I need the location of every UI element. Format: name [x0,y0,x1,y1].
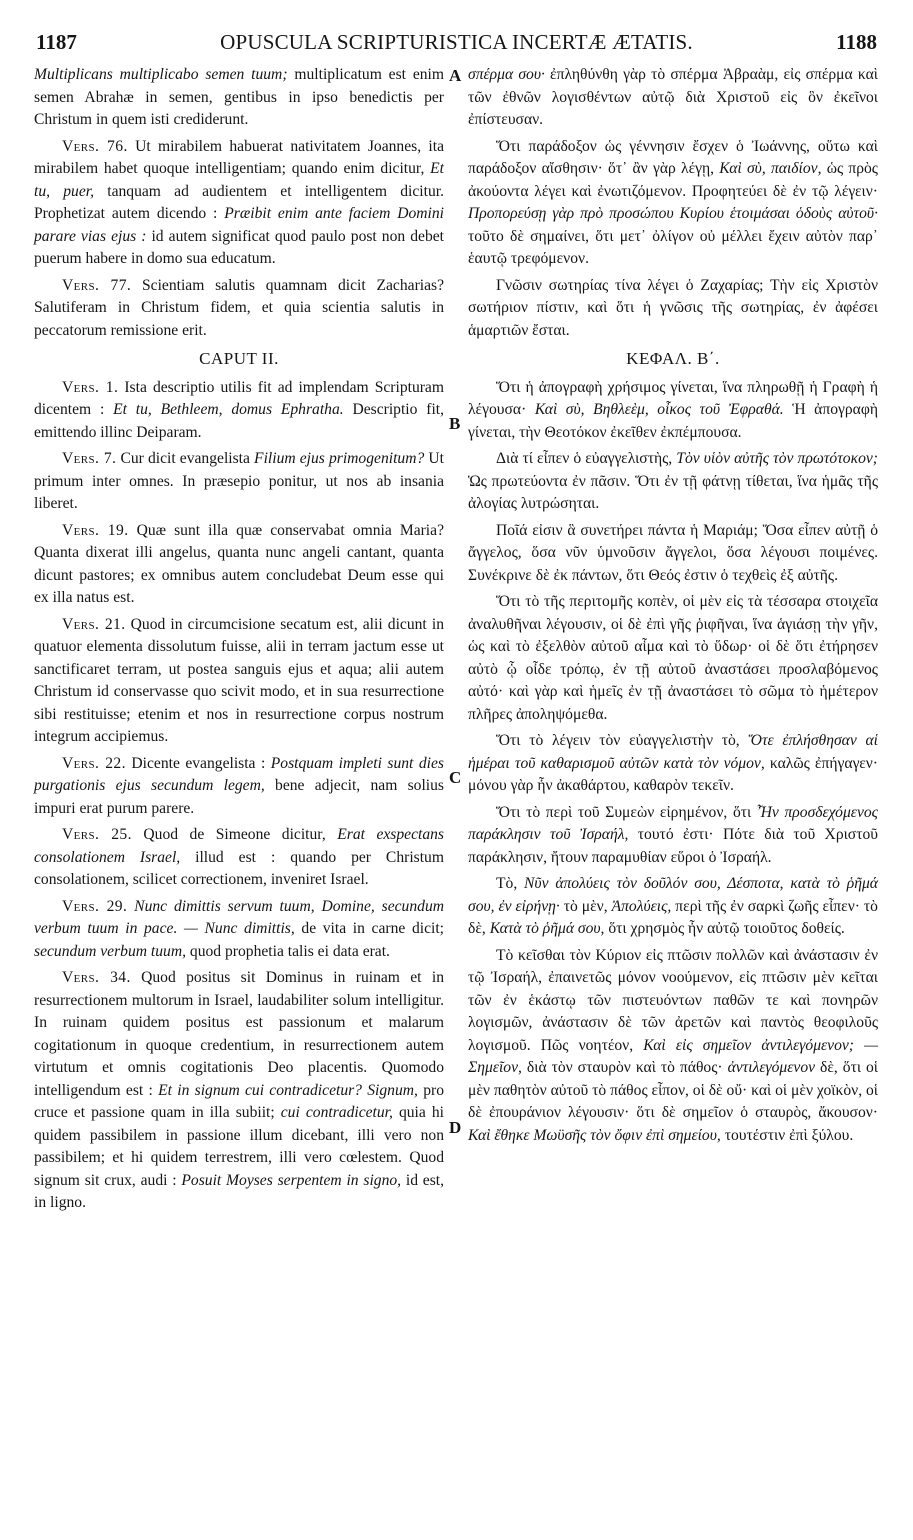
greek-paragraph: Ὅτι παράδοξον ὡς γέννησιν ἔσχεν ὁ Ἰωάννης, οὕτω καὶ παράδοξον αἴσθησιν· ὅτ᾽ ἂν γὰρ λέγῃ, Καὶ σὺ, παιδίον, ὡς πρὸς ἀκούοντα λέγει καὶ ἐνωτιζόμενον. Προφητεύει δὲ ἐν τῷ λέγειν· Προπορεύσῃ γὰρ πρὸ προσώπου Κυρίου ἑτοιμάσαι ὁδοὺς αὐτοῦ· τοῦτο δὲ σημαίνει, ὅτι μετ᾽ ὀλίγον οὐ μέλλει ἔχειν αὐτὸν παρ᾽ ἑαυτῷ τρεφόμενον. [468,137,878,267]
latin-paragraph: Vers. 77. Scientiam salutis quamnam dicit Zacharias? Salutiferam in Christum fidem, et quia scientia salutis in peccatorum remissione erit. [34,276,444,339]
greek-paragraph: Ποῖά εἰσιν ἃ συνετήρει πάντα ἡ Μαριάμ; Ὅσα εἶπεν αὐτῇ ὁ ἄγγελος, ὅσα νῦν ὑμνοῦσιν ἄγγελοι, ὅσα λέγουσι ποιμένες. Συνέκρινε δὲ ἐκ πάντων, ὅτι Θεός ἐστιν ὁ τεχθεὶς ἐξ αὐτῆς. [468,521,878,584]
margin-marker-b: B [449,414,461,433]
chapter-heading-latin: CAPUT II. [199,349,279,368]
greek-paragraph: Ὅτι τὸ λέγειν τὸν εὐαγγελιστὴν τὸ, Ὅτε ἐπλήσθησαν αἱ ἡμέραι τοῦ καθαρισμοῦ αὐτῶν κατὰ τὸν νόμον, καλῶς ἐπήγαγεν· μόνου γὰρ ἦν ἀκαθάρτου, καθαρὸν τεκεῖν. [468,732,878,794]
latin-paragraph: Vers. 1. Ista descriptio utilis fit ad implendam Scripturam dicentem : Et tu, Bethleem, domus Ephratha. Descriptio fit, emittendo illinc Deiparam. [34,378,445,441]
greek-column [468,64,878,1151]
latin-paragraph: Vers. 22. Dicente evangelista : Postquam impleti sunt dies purgationis ejus secundum legem, bene adjecit, nam solius impuri erat purum parere. [34,754,444,817]
latin-paragraph: Vers. 25. Quod de Simeone dicitur, Erat exspectans consolationem Israel, illud est : quando per Christum consolationem, scilicet correctionem, inveniret Israel. [34,826,444,888]
chapter-heading-greek: ΚΕΦΑΛ. Β΄. [626,349,720,368]
greek-paragraph: Τὸ, Νῦν ἀπολύεις τὸν δοῦλόν σου, Δέσποτα, κατὰ τὸ ῥῆμά σου, ἐν εἰρήνῃ· τὸ μὲν, Ἀπολύεις, περὶ τῆς ἐν σαρκὶ ζωῆς εἶπεν· τὸ δὲ, Κατὰ τὸ ῥῆμά σου, ὅτι χρησμὸς ἦν αὐτῷ τοιοῦτος δοθείς. [468,875,878,937]
latin-paragraph: Vers. 29. Nunc dimittis servum tuum, Domine, secundum verbum tuum in pace. — Nunc dimittis, de vita in carne dicit; secundum verbum tuum, quod prophetia talis ei data erat. [34,897,444,960]
latin-paragraph: Multiplicans multiplicabo semen tuum; multiplicatum est enim semen Abrahæ in semen, gentibus in ipso benedictis per Christum in quem isti crediderunt. [34,66,445,128]
running-title: OPUSCULA SCRIPTURISTICA INCERTÆ ÆTATIS. [220,30,693,54]
page-number-right: 1188 [836,30,877,54]
latin-column [34,64,444,1219]
margin-marker-a: A [449,66,462,85]
page-number-left: 1187 [36,30,77,54]
running-header [34,30,879,60]
latin-paragraph: Vers. 21. Quod in circumcisione secatum est, alii dicunt in quatuor elementa dissolutum fuisse, alii in terram jactum esse ut sanctificaret terram, ut postea sanguis ejus et aqua; alii autem Christum id conservasse quo scivit modo, et in sua resurrectione sibi restituisse; etenim et nos in resurrectione corpus nostrum integrum accipiemus. [34,615,444,745]
greek-paragraph: Ὅτι ἡ ἀπογραφὴ χρήσιμος γίνεται, ἵνα πληρωθῇ ἡ Γραφὴ ἡ λέγουσα· Καὶ σὺ, Βηθλεὲμ, οἶκος τοῦ Ἐφραθά. Ἡ ἀπογραφὴ γίνεται, τὴν Θεοτόκον ἐκεῖθεν ἐκπέμπουσα. [468,378,878,441]
latin-paragraph: Vers. 34. Quod positus sit Dominus in ruinam et in resurrectionem multorum in Israel, laudabiliter solum intelligitur. In ruinam quidem positus est passionum et malarum cogitationum in quoque credentium, in resurrectionem autem virtutum et omnis cogitationis Deo placentis. Quomodo intelligendum est : Et in signum cui contradicetur? Signum, pro cruce et passione quam in illa subiit; cui contradicetur, quia hi quidem passibilem in passione illum dicebant, illi vero non passibilem; et hi quidem terrestrem, illi vero cœlestem. Quod signum sit crux, audi : Posuit Moyses serpentem in signo, id est, in ligno. [34,969,445,1211]
greek-paragraph: Ὅτι τὸ περὶ τοῦ Συμεὼν εἰρημένον, ὅτι Ἦν προσδεχόμενος παράκλησιν τοῦ Ἰσραήλ, τουτό ἐστι· Πότε διὰ τοῦ Χριστοῦ παράκλησιν, ἤτουν παραμυθίαν εὕροι ὁ Ἰσραήλ. [468,803,878,866]
margin-marker-d: D [449,1118,462,1137]
latin-paragraph: Vers. 76. Ut mirabilem habuerat nativitatem Joannes, ita mirabilem habet quoque intelligentiam; quando enim dicitur, Et tu, puer, tanquam ad audientem et intelligentem dicitur. Prophetizat autem dicendo : Præibit enim ante faciem Domini parare vias ejus : id autem significat quod paulo post non debet puerum habere in domo sua educatum. [34,137,445,267]
margin-marker-c: C [449,768,462,787]
greek-paragraph: Γνῶσιν σωτηρίας τίνα λέγει ὁ Ζαχαρίας; Τὴν εἰς Χριστὸν σωτήριον πίστιν, καὶ ὅτι ἡ γνῶσις τῆς σωτηρίας, ἐν ἀφέσει ἁμαρτιῶν ἔσται. [468,276,878,339]
greek-paragraph: Ὅτι τὸ τῆς περιτομῆς κοπὲν, οἱ μὲν εἰς τὰ τέσσαρα στοιχεῖα ἀναλυθῆναι λέγουσιν, οἱ δὲ ἐπὶ γῆς ῥιφῆναι, ἵνα ἁγιάσῃ τὴν γῆν, ὡς καὶ τὸ ἐξελθὸν αὐτοῦ αἷμα καὶ τὸ ὕδωρ· οἱ δὲ ὅτι ἐτήρησεν αὐτὸ ᾧ οἶδε τρόπῳ, ἐν τῇ αὐτοῦ ἀναστάσει προσλαβόμενος αὐτό· καὶ γὰρ καὶ ἡμεῖς ἐν τῇ ἀναστάσει τὸ σῶμα τὸ ἡμέτερον πλῆρες ἀποληψόμεθα. [468,593,878,723]
greek-paragraph: Τὸ κεῖσθαι τὸν Κύριον εἰς πτῶσιν πολλῶν καὶ ἀνάστασιν ἐν τῷ Ἰσραήλ, ἐπαινετῶς μόνον νοούμενον, εἰς πτῶσιν μὲν κεῖται τῶν ἐν ἑκάστῳ τῶν πιστευόντων παθῶν τε καὶ πονηρῶν λογισμῶν, ἀνάστασιν δὲ τῶν ἀρετῶν καὶ παντὸς θεοφιλοῦς λογισμοῦ. Πῶς νοητέον, Καὶ εἰς σημεῖον ἀντιλεγόμενον; — Σημεῖον, διὰ τὸν σταυρὸν καὶ τὸ πάθος· ἀντιλεγόμενον δὲ, ὅτι οἱ μὲν παθητὸν αὐτοῦ τὸ πάθος εἶπον, οἱ δὲ οὔ· καὶ οἱ μὲν χοϊκὸν, οἱ δὲ ἐπουράνιον λέγουσιν· ὅτι δὲ σημεῖον ὁ σταυρὸς, ἄκουσον· Καὶ ἔθηκε Μωϋσῆς τὸν ὄφιν ἐπὶ σημείου, τουτέστιν ἐπὶ ξύλου. [468,946,878,1144]
latin-paragraph: Vers. 19. Quæ sunt illa quæ conservabat omnia Maria? Quanta dixerat illi angelus, quanta nunc angeli cantant, quanta dicunt pastores; ex omnibus autem concludebat Deum esse qui ex illa natus est. [34,521,444,606]
latin-paragraph: Vers. 7. Cur dicit evangelista Filium ejus primogenitum? Ut primum inter omnes. In præsepio ponitur, ut nos ab insania liberet. [34,450,444,512]
greek-paragraph: Διὰ τί εἶπεν ὁ εὐαγγελιστὴς, Τὸν υἱὸν αὐτῆς τὸν πρωτότοκον; Ὡς πρωτεύοντα ἐν πᾶσιν. Ὅτι ἐν τῇ φάτνῃ τίθεται, ἵνα ἡμᾶς τῆς ἀλογίας λυτρώσηται. [468,450,879,512]
greek-paragraph: σπέρμα σου· ἐπληθύνθη γὰρ τὸ σπέρμα Ἀβραὰμ, εἰς σπέρμα καὶ τῶν ἐθνῶν λογισθέντων αὐτῷ διὰ Χριστοῦ εἰς ὃν ἐκεῖνοι ἐπίστευσαν. [468,66,878,128]
